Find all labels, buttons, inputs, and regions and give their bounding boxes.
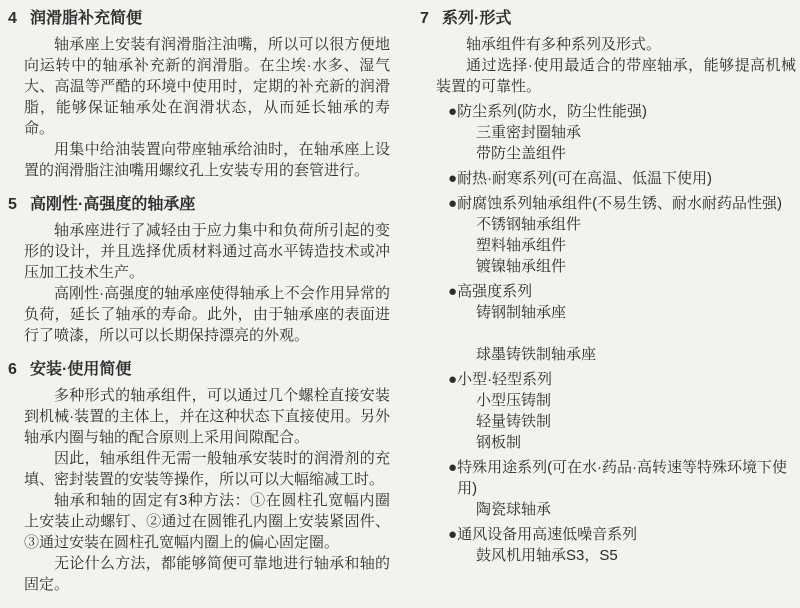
series-item: 塑料轴承组件	[476, 237, 567, 254]
section-title: 高刚性·高强度的轴承座	[30, 196, 196, 213]
series-item: 带防尘盖组件	[476, 145, 567, 162]
series-label-line	[448, 524, 796, 545]
series-label: 耐热·耐寒系列(可在高温、低温下使用)	[457, 170, 713, 187]
paragraph: 因此，轴承组件无需一般轴承安装时的润滑剂的充填、密封装置的安装等操作，所以可以大幅缩减工时。	[24, 450, 390, 488]
paragraph: 通过选择·使用最适合的带座轴承，能够提高机械装置的可靠性。	[436, 57, 796, 95]
section-heading	[420, 8, 796, 30]
paragraph: 轴承和轴的固定有3种方法：①在圆柱孔宽幅内圈上安装止动螺钉、②通过在圆锥孔内圈上安装紧固件、③通过安装在圆柱孔宽幅内圈上的偏心固定圈。	[24, 492, 390, 551]
bullet-icon: ●	[448, 170, 458, 187]
series-item: 陶瓷球轴承	[476, 501, 552, 518]
paragraph: 无论什么方法，都能够简便可靠地进行轴承和轴的固定。	[24, 555, 390, 593]
series-label-line	[448, 369, 796, 390]
series-label: 高强度系列	[457, 283, 533, 300]
section-easy-install	[8, 359, 390, 595]
bullet-icon: ●	[448, 195, 458, 212]
paragraph: 多种形式的轴承组件，可以通过几个螺栓直接安装到机械·装置的主体上，并在这种状态下直接使用。另外轴承内圈与轴的配合原则上采用间隙配合。	[24, 387, 390, 446]
paragraph: 轴承座上安装有润滑脂注油嘴，所以可以很方便地向运转中的轴承补充新的润滑脂。在尘埃·水多、湿气大、高温等严酷的环境中使用时，定期的补充新的润滑脂，能够保证轴承处在润滑状态，从而延长轴承的寿命。	[24, 36, 390, 137]
section-number: 4	[8, 10, 17, 27]
series-group-special-use	[448, 457, 796, 520]
bullet-icon: ●	[448, 459, 458, 476]
series-item: 不锈钢轴承组件	[476, 216, 582, 233]
line-gap-spacer	[448, 323, 796, 344]
section-heading	[8, 359, 390, 381]
series-group-corrosion	[448, 193, 796, 277]
section-grease-replenish	[8, 8, 390, 181]
series-label: 特殊用途系列(可在水·药品·高转速等特殊环境下使用)	[457, 459, 788, 497]
section-heading	[8, 194, 390, 216]
bullet-icon: ●	[448, 283, 458, 300]
section-heading	[8, 8, 390, 30]
series-label: 通风设备用高速低噪音系列	[457, 526, 638, 543]
bullet-icon: ●	[448, 526, 458, 543]
paragraph: 轴承座进行了减轻由于应力集中和负荷所引起的变形的设计，并且选择优质材料通过高水平铸造技术或冲压加工技术生产。	[24, 222, 390, 281]
section-series-forms	[420, 8, 796, 566]
series-group-dustproof	[448, 101, 796, 164]
section-number: 6	[8, 361, 17, 378]
left-column	[8, 8, 390, 608]
series-label-line	[448, 168, 796, 189]
section-title: 安装·使用简便	[30, 361, 132, 378]
paragraph: 轴承组件有多种系列及形式。	[466, 36, 662, 53]
right-column	[420, 8, 796, 579]
series-item: 三重密封圈轴承	[476, 124, 582, 141]
series-label: 防尘系列(防水，防尘性能强)	[457, 103, 648, 120]
series-label-line	[448, 101, 796, 122]
series-item: 轻量铸铁制	[476, 413, 552, 430]
section-number: 7	[420, 10, 429, 27]
series-item: 鼓风机用轴承S3，S5	[476, 547, 618, 564]
series-label: 小型·轻型系列	[457, 371, 553, 388]
series-item: 球墨铸铁制轴承座	[476, 346, 597, 363]
section-title: 系列·形式	[442, 10, 512, 27]
series-label-line	[448, 193, 796, 214]
series-item: 小型压铸制	[476, 392, 552, 409]
series-group-heat-cold	[448, 168, 796, 189]
series-item: 钢板制	[476, 434, 522, 451]
series-label: 耐腐蚀系列轴承组件(不易生锈、耐水耐药品性强)	[457, 195, 783, 212]
series-group-small-light	[448, 369, 796, 453]
series-group-ventilation	[448, 524, 796, 566]
paragraph: 用集中给油装置向带座轴承给油时，在轴承座上设置的润滑脂注油嘴用螺纹孔上安装专用的套管进行。	[24, 141, 390, 179]
series-label-line	[448, 457, 796, 499]
series-item: 镀镍轴承组件	[476, 258, 567, 275]
section-number: 5	[8, 196, 17, 213]
section-rigidity-strength	[8, 194, 390, 346]
series-group-high-strength	[448, 281, 796, 365]
paragraph: 高刚性·高强度的轴承座使得轴承上不会作用异常的负荷，延长了轴承的寿命。此外，由于轴承座的表面进行了喷漆，所以可以长期保持漂亮的外观。	[24, 285, 390, 344]
section-title: 润滑脂补充简便	[30, 10, 143, 27]
series-label-line	[448, 281, 796, 302]
bullet-icon: ●	[448, 371, 458, 388]
bullet-icon: ●	[448, 103, 458, 120]
series-item: 铸钢制轴承座	[476, 304, 567, 321]
